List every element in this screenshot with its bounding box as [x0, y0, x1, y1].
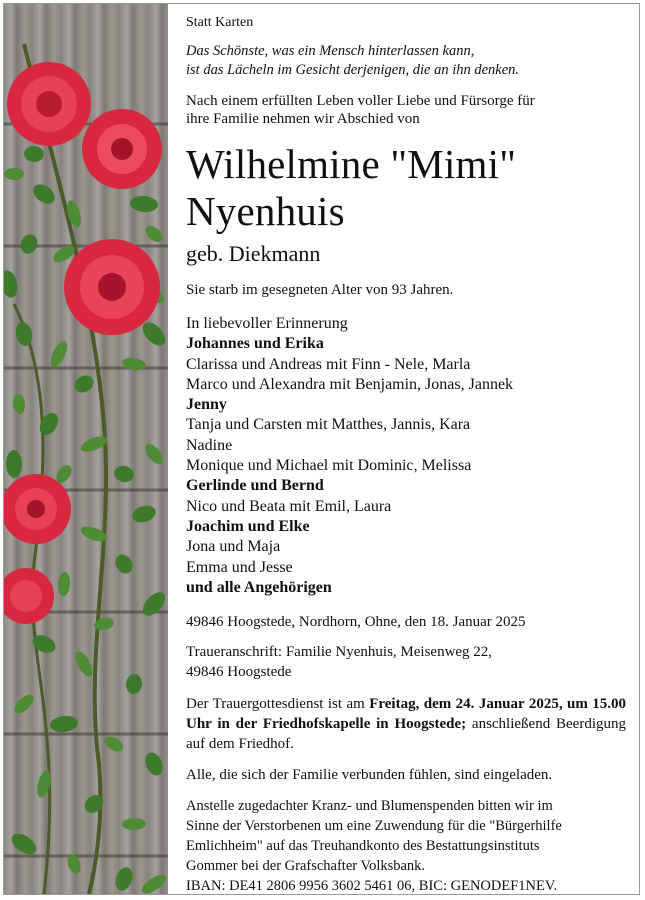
- deceased-name: [186, 141, 626, 235]
- service-text-pre: Der Trauergottesdienst ist am: [186, 696, 370, 713]
- mourner-group-head: Gerlinde und Bernd: [186, 477, 324, 495]
- leaf-shape: [121, 356, 147, 372]
- leaf-shape: [129, 195, 158, 213]
- leaf-shape: [14, 321, 34, 348]
- service-text-post: anschließend Beerdigung auf dem Friedhof.: [186, 716, 626, 753]
- leaf-shape: [122, 818, 146, 831]
- deceased-first-name: Wilhelmine "Mimi": [186, 141, 517, 187]
- leaf-shape: [112, 464, 135, 485]
- leaf-shape: [81, 791, 107, 816]
- leaf-shape: [139, 588, 168, 620]
- address-line: 49846 Hoogstede: [186, 664, 292, 681]
- leaf-shape: [49, 714, 79, 733]
- mourner-line: Tanja und Carsten mit Matthes, Jannis, Kara: [186, 416, 471, 434]
- rose-image: [4, 4, 168, 894]
- donation-line: Anstelle zugedachter Kranz- und Blumenspenden bitten wir im: [186, 798, 553, 815]
- address-line: Traueranschrift: Familie Nyenhuis, Meisenweg 22,: [186, 644, 493, 661]
- leaf-shape: [24, 145, 45, 162]
- leaf-shape: [47, 339, 70, 369]
- mourner-line: In liebevoller Erinnerung: [186, 315, 348, 332]
- service-date-time-location: Freitag, dem 24. Januar 2025, um 15.00 Uhr in der Friedhofskapelle in Hoogstede;: [186, 696, 626, 733]
- mourner-group-head: Jenny: [186, 396, 227, 414]
- motto-line: Das Schönste, was ein Mensch hinterlassen kann,: [186, 43, 475, 59]
- leaf-shape: [130, 503, 158, 525]
- mourner-line: Monique und Michael mit Dominic, Melissa: [186, 457, 472, 475]
- mourner-group-head: und alle Angehörigen: [186, 578, 332, 596]
- mourner-line: Nico und Beata mit Emil, Laura: [186, 497, 392, 515]
- mourner-group-head: Joachim und Elke: [186, 517, 310, 535]
- donation-line: Gommer bei der Grafschafter Volksbank.: [186, 858, 426, 875]
- mourning-address: [186, 642, 626, 682]
- donation-request: [186, 796, 626, 896]
- motto-line: ist das Lächeln im Gesicht derjenigen, die an ihn denken.: [186, 62, 520, 78]
- leaf-shape: [12, 393, 26, 414]
- mourner-line: Emma und Jesse: [186, 558, 293, 576]
- bank-details: IBAN: DE41 2806 9956 3602 5461 06, BIC: GENODEF1NEV.: [186, 878, 558, 895]
- place-date: 49846 Hoogstede, Nordhorn, Ohne, den 18. Januar 2025: [186, 614, 526, 631]
- mourner-group-head: Johannes und Erika: [186, 335, 324, 353]
- leaf-shape: [139, 871, 168, 894]
- leaf-shape: [4, 269, 20, 300]
- mourners-list: [186, 314, 626, 598]
- leaf-shape: [142, 750, 166, 778]
- motto-quote: [186, 42, 626, 80]
- leaf-shape: [102, 734, 125, 754]
- leaf-shape: [72, 649, 96, 679]
- statt-karten-label: Statt Karten: [186, 15, 254, 30]
- leaf-shape: [8, 829, 40, 858]
- leaf-shape: [6, 450, 22, 478]
- age-statement: Sie starb im gesegneten Alter von 93 Jahren.: [186, 282, 454, 298]
- intro-line: ihre Familie nehmen wir Abschied von: [186, 111, 420, 127]
- leaf-shape: [142, 441, 166, 467]
- mourner-line: Jona und Maja: [186, 538, 281, 556]
- deceased-last-name: Nyenhuis: [186, 188, 345, 234]
- leaf-shape: [112, 551, 136, 576]
- donation-line: Sinne der Verstorbenen um eine Zuwendung für die "Bürgerhilfe: [186, 818, 562, 835]
- leaf-shape: [30, 180, 59, 207]
- intro-line: Nach einem erfüllten Leben voller Liebe und Fürsorge für: [186, 93, 535, 109]
- funeral-service-info: [186, 694, 626, 754]
- donation-line: Emlichheim" auf das Treuhandkonto des Bestattungsinstituts: [186, 838, 540, 855]
- notice-content: [186, 14, 626, 896]
- leaf-shape: [113, 865, 136, 893]
- leaf-shape: [71, 372, 96, 395]
- leaf-shape: [143, 223, 166, 245]
- leaf-shape: [36, 410, 62, 439]
- mourner-line: Marco und Alexandra mit Benjamin, Jonas, Jannek: [186, 375, 514, 393]
- leaf-shape: [4, 168, 24, 180]
- leaf-shape: [11, 691, 37, 716]
- mourner-line: Nadine: [186, 436, 233, 454]
- leaf-shape: [65, 853, 83, 876]
- leaf-shape: [57, 572, 71, 597]
- leaf-shape: [125, 673, 144, 695]
- leaf-shape: [18, 232, 40, 256]
- mourner-line: Clarissa und Andreas mit Finn - Nele, Marla: [186, 355, 471, 373]
- maiden-name: geb. Diekmann: [186, 241, 321, 266]
- invitation-text: Alle, die sich der Familie verbunden fühlen, sind eingeladen.: [186, 767, 553, 784]
- intro-text: [186, 92, 626, 128]
- rose-photo: [4, 4, 168, 894]
